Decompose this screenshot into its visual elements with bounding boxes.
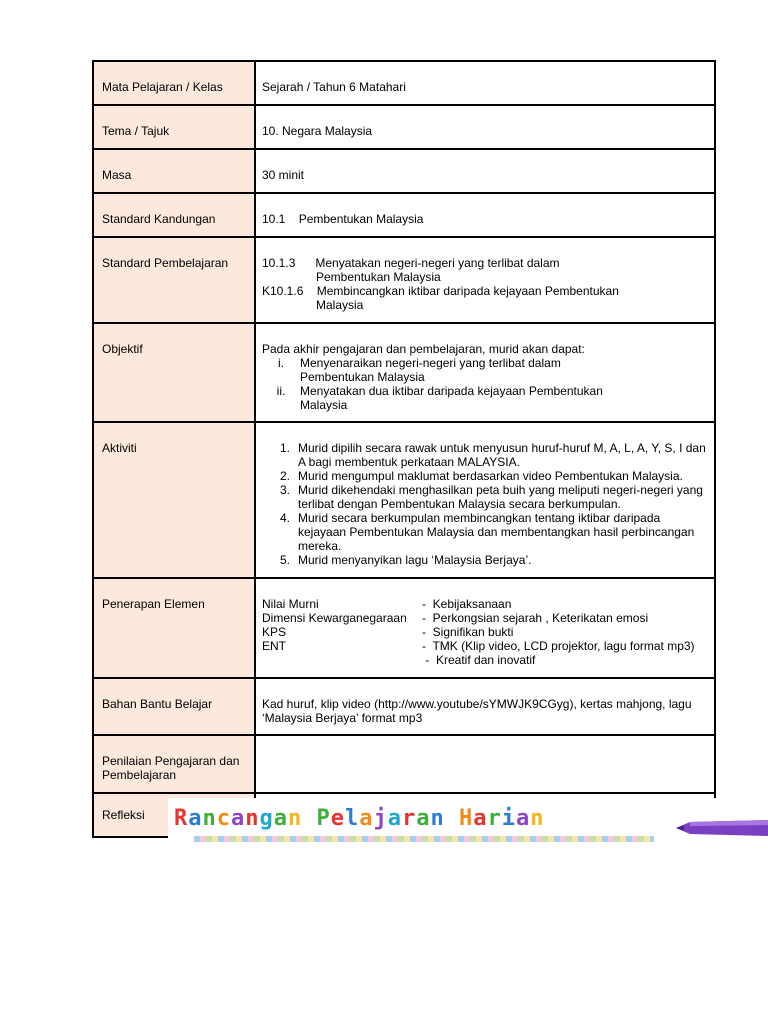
row-label-subject: Mata Pelajaran / Kelas bbox=[93, 61, 255, 105]
learning-standard-line-4: Malaysia bbox=[316, 298, 364, 312]
row-value-theme: 10. Negara Malaysia bbox=[255, 105, 715, 149]
banner-letter: P bbox=[316, 806, 331, 831]
row-label-learning-standard: Standard Pembelajaran bbox=[93, 237, 255, 323]
objective-item-text: Menyatakan dua iktibar daripada kejayaan Pembentukan Malaysia bbox=[300, 384, 603, 412]
activity-item bbox=[262, 441, 706, 469]
element-key: ENT bbox=[262, 639, 286, 653]
elements-grid bbox=[262, 597, 706, 667]
activity-text: Murid mengumpul maklumat berdasarkan video Pembentukan Malaysia. bbox=[298, 469, 683, 483]
objective-item-number: i. bbox=[278, 356, 284, 370]
element-key: KPS bbox=[262, 625, 287, 639]
banner-letter bbox=[302, 806, 316, 831]
row-value-content-standard bbox=[255, 193, 715, 237]
element-value: - Kreatif dan inovatif bbox=[422, 653, 536, 667]
marker-pen-icon bbox=[676, 816, 768, 838]
activity-number: 3. bbox=[279, 483, 290, 497]
row-label-objective: Objektif bbox=[93, 323, 255, 422]
banner-letter: n bbox=[245, 806, 260, 831]
row-value-elements bbox=[255, 578, 715, 678]
banner-letter: i bbox=[501, 806, 516, 831]
row-value-assessment bbox=[255, 735, 715, 793]
activity-text: Murid menyanyikan lagu ‘Malaysia Berjaya’. bbox=[298, 553, 532, 567]
banner-letter: r bbox=[402, 806, 417, 831]
brush-stroke bbox=[194, 836, 654, 842]
activity-item bbox=[262, 553, 706, 567]
banner-letter: r bbox=[487, 806, 502, 831]
element-key: Dimensi Kewarganegaraan bbox=[262, 611, 407, 625]
banner-letter: j bbox=[373, 806, 388, 831]
lesson-plan-table bbox=[92, 60, 716, 838]
banner-letter: l bbox=[345, 806, 360, 831]
row-value-objective bbox=[255, 323, 715, 422]
row-value-learning-standard bbox=[255, 237, 715, 323]
objective-item bbox=[262, 384, 706, 412]
activity-item bbox=[262, 511, 706, 553]
activity-text: Murid dikehendaki menghasilkan peta buih yang meliputi negeri-negeri yang terlibat dengan Pembentukan Malaysia secara berkumpulan. bbox=[298, 483, 703, 511]
banner-letter: n bbox=[430, 806, 445, 831]
banner-letter: a bbox=[359, 806, 374, 831]
row-label-elements: Penerapan Elemen bbox=[93, 578, 255, 678]
activity-item bbox=[262, 469, 706, 483]
banner-letter: a bbox=[273, 806, 288, 831]
objective-intro: Pada akhir pengajaran dan pembelajaran, murid akan dapat: bbox=[262, 342, 585, 356]
activity-number: 5. bbox=[279, 553, 290, 567]
row-label-time: Masa bbox=[93, 149, 255, 193]
row-label-assessment: Penilaian Pengajaran dan Pembelajaran bbox=[93, 735, 255, 793]
row-label-reflection: Refleksi bbox=[93, 793, 255, 837]
banner-letter: n bbox=[288, 806, 303, 831]
row-value-materials: Kad huruf, klip video (http://www.youtube/sYMWJK9CGyg), kertas mahjong, lagu ‘Malaysia Berjaya’ format mp3 bbox=[255, 678, 715, 735]
row-label-activities: Aktiviti bbox=[93, 422, 255, 578]
activity-number: 2. bbox=[279, 469, 290, 483]
banner-letter: a bbox=[231, 806, 246, 831]
activity-text: Murid dipilih secara rawak untuk menyusun huruf-huruf M, A, L, A, Y, S, I dan A bagi membentuk perkataan MALAYSIA. bbox=[298, 441, 706, 469]
row-value-time: 30 minit bbox=[255, 149, 715, 193]
element-value: - TMK (Klip video, LCD projektor, lagu format mp3) bbox=[422, 639, 695, 653]
activity-number: 4. bbox=[279, 511, 290, 525]
banner-letter: n bbox=[202, 806, 217, 831]
row-label-materials: Bahan Bantu Belajar bbox=[93, 678, 255, 735]
banner-letter: a bbox=[387, 806, 402, 831]
objective-item-number: ii. bbox=[276, 384, 286, 398]
banner-letter: R bbox=[174, 806, 189, 831]
learning-standard-line-2: Pembentukan Malaysia bbox=[316, 270, 441, 284]
banner-letter: e bbox=[330, 806, 345, 831]
element-value: - Perkongsian sejarah , Keterikatan emosi bbox=[422, 611, 649, 625]
banner-letter: n bbox=[530, 806, 545, 831]
banner-title bbox=[174, 806, 545, 831]
banner-letter: a bbox=[416, 806, 431, 831]
banner-letter: a bbox=[516, 806, 531, 831]
row-label-theme: Tema / Tajuk bbox=[93, 105, 255, 149]
banner-letter: a bbox=[188, 806, 203, 831]
banner-letter: H bbox=[459, 806, 474, 831]
row-label-content-standard: Standard Kandungan bbox=[93, 193, 255, 237]
banner-letter: a bbox=[473, 806, 488, 831]
row-value-subject: Sejarah / Tahun 6 Matahari bbox=[255, 61, 715, 105]
objective-item-text: Menyenaraikan negeri-negeri yang terlibat dalam Pembentukan Malaysia bbox=[300, 356, 561, 384]
banner-letter bbox=[445, 806, 459, 831]
element-key: Nilai Murni bbox=[262, 597, 319, 611]
element-key bbox=[262, 653, 422, 667]
banner-letter: g bbox=[259, 806, 274, 831]
activity-text: Murid secara berkumpulan membincangkan tentang iktibar daripada kejayaan Pembentukan Malaysia dan membentangkan hasil perbincangan mereka. bbox=[298, 511, 695, 553]
activity-item bbox=[262, 483, 706, 511]
banner-letter: c bbox=[216, 806, 231, 831]
rph-banner bbox=[168, 798, 768, 846]
element-value: - Signifikan bukti bbox=[422, 625, 514, 639]
learning-standard-line-3: K10.1.6 Membincangkan iktibar daripada kejayaan Pembentukan bbox=[262, 284, 619, 298]
row-value-activities bbox=[255, 422, 715, 578]
element-value: - Kebijaksanaan bbox=[422, 597, 512, 611]
activity-number: 1. bbox=[279, 441, 290, 455]
content-standard-text: 10.1 Pembentukan Malaysia bbox=[262, 212, 424, 226]
objective-item bbox=[262, 356, 706, 384]
learning-standard-line-1: 10.1.3 Menyatakan negeri-negeri yang terlibat dalam bbox=[262, 256, 560, 270]
